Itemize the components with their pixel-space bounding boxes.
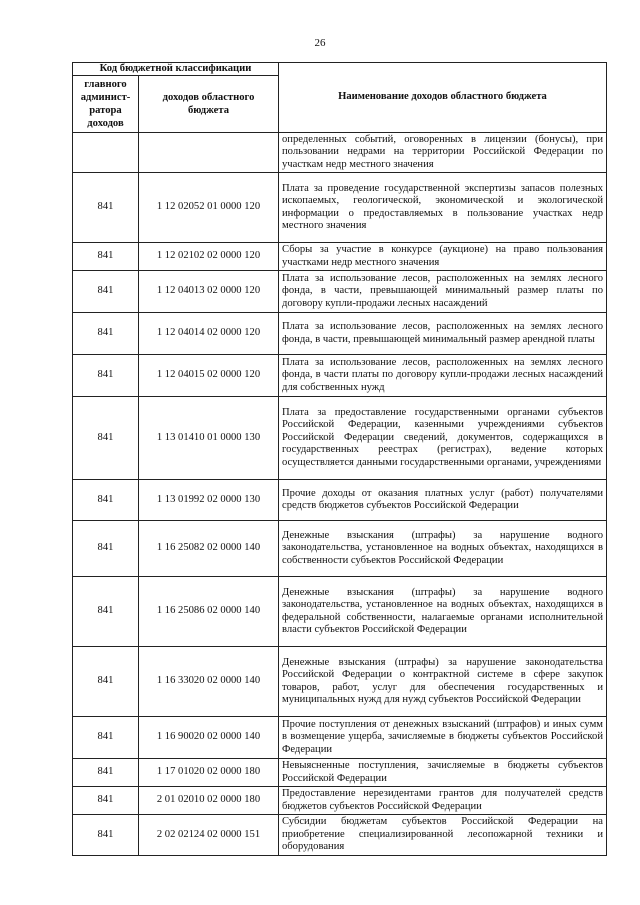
cell-admin-code: [73, 133, 139, 173]
cell-income-code: 1 12 04015 02 0000 120: [139, 355, 279, 397]
cell-admin-code: 841: [73, 577, 139, 647]
table-row: [73, 313, 607, 355]
cell-income-name: Субсидии бюджетам субъектов Российской Федерации на приобретение специализированной лесопожарной техники и оборудования: [279, 815, 607, 856]
cell-admin-code: 841: [73, 647, 139, 717]
table-row: [73, 647, 607, 717]
cell-admin-code: 841: [73, 521, 139, 577]
cell-income-code: 1 12 02052 01 0000 120: [139, 173, 279, 243]
header-admin: главного админист-ратора доходов: [73, 76, 139, 133]
cell-income-code: 1 17 01020 02 0000 180: [139, 759, 279, 787]
cell-admin-code: 841: [73, 243, 139, 271]
table-row: [73, 271, 607, 313]
cell-income-code: 1 12 04013 02 0000 120: [139, 271, 279, 313]
cell-admin-code: 841: [73, 717, 139, 759]
page-number: 26: [314, 37, 326, 49]
cell-income-code: 1 13 01410 01 0000 130: [139, 397, 279, 480]
table-row: [73, 133, 607, 173]
cell-income-name: Плата за использование лесов, расположенных на землях лесного фонда, в части, превышающей минимальный размер платы по договору купли-продажи лесных насаждений: [279, 271, 607, 313]
cell-admin-code: 841: [73, 271, 139, 313]
table-row: [73, 759, 607, 787]
header-income: доходов областного бюджета: [139, 76, 279, 133]
table-row: [73, 815, 607, 856]
cell-income-name: Плата за использование лесов, расположенных на землях лесного фонда, в части, превышающей минимальный размер арендной платы: [279, 313, 607, 355]
header-name: Наименование доходов областного бюджета: [279, 63, 607, 133]
cell-income-name: Прочие поступления от денежных взысканий (штрафов) и иных сумм в возмещение ущерба, зачисляемые в бюджеты субъектов Российской Федерации: [279, 717, 607, 759]
table-row: [73, 355, 607, 397]
cell-income-code: 1 13 01992 02 0000 130: [139, 480, 279, 521]
cell-income-code: 1 16 33020 02 0000 140: [139, 647, 279, 717]
cell-admin-code: 841: [73, 173, 139, 243]
cell-admin-code: 841: [73, 759, 139, 787]
cell-income-name: Сборы за участие в конкурсе (аукционе) на право пользования участками недр местного значения: [279, 243, 607, 271]
cell-income-code: 1 16 25086 02 0000 140: [139, 577, 279, 647]
table-body: [73, 133, 607, 856]
cell-income-name: Денежные взыскания (штрафы) за нарушение водного законодательства, установленное на водных объектах, находящихся в собственности субъектов Российской Федерации: [279, 521, 607, 577]
cell-income-code: 1 12 02102 02 0000 120: [139, 243, 279, 271]
cell-income-name: Прочие доходы от оказания платных услуг (работ) получателями средств бюджетов субъектов Российской Федерации: [279, 480, 607, 521]
cell-admin-code: 841: [73, 787, 139, 815]
table-row: [73, 243, 607, 271]
cell-income-name: Плата за проведение государственной экспертизы запасов полезных ископаемых, геологической, экономической и экологической информации о предоставляемых в пользование участках недр местного значения: [279, 173, 607, 243]
cell-income-code: 2 02 02124 02 0000 151: [139, 815, 279, 856]
cell-income-name: Невыясненные поступления, зачисляемые в бюджеты субъектов Российской Федерации: [279, 759, 607, 787]
cell-admin-code: 841: [73, 397, 139, 480]
cell-income-code: 2 01 02010 02 0000 180: [139, 787, 279, 815]
table-row: [73, 480, 607, 521]
budget-classification-table: [72, 62, 607, 856]
cell-income-name: Плата за использование лесов, расположенных на землях лесного фонда, в части платы по договору купли-продажи лесных насаждений для собственных нужд: [279, 355, 607, 397]
cell-income-code: 1 16 90020 02 0000 140: [139, 717, 279, 759]
cell-income-code: [139, 133, 279, 173]
table-row: [73, 717, 607, 759]
cell-income-name: Денежные взыскания (штрафы) за нарушение законодательства Российской Федерации о контрактной системе в сфере закупок товаров, работ, услуг для обеспечения государственных и муниципальных нужд для нужд субъектов Российской Федерации: [279, 647, 607, 717]
cell-income-name: определенных событий, оговоренных в лицензии (бонусы), при пользовании недрами на территории Российской Федерации по участкам недр местного значения: [279, 133, 607, 173]
table-row: [73, 521, 607, 577]
cell-income-name: Плата за предоставление государственными органами субъектов Российской Федерации, казенными учреждениями субъектов Российской Федерации сведений, документов, содержащихся в государственных реестрах (регистрах), ведение которых осуществляется данными государственными органами, учреждениями: [279, 397, 607, 480]
table-row: [73, 397, 607, 480]
table-row: [73, 173, 607, 243]
cell-admin-code: 841: [73, 815, 139, 856]
cell-admin-code: 841: [73, 480, 139, 521]
header-classification-code: Код бюджетной классификации: [73, 63, 279, 76]
cell-admin-code: 841: [73, 355, 139, 397]
table-row: [73, 787, 607, 815]
cell-income-name: Предоставление нерезидентами грантов для получателей средств бюджетов субъектов Российской Федерации: [279, 787, 607, 815]
cell-income-code: 1 12 04014 02 0000 120: [139, 313, 279, 355]
cell-income-code: 1 16 25082 02 0000 140: [139, 521, 279, 577]
cell-admin-code: 841: [73, 313, 139, 355]
cell-income-name: Денежные взыскания (штрафы) за нарушение водного законодательства, установленное на водных объектах, находящихся в федеральной собственности, налагаемые органами исполнительной власти субъектов Российской Федерации: [279, 577, 607, 647]
table-row: [73, 577, 607, 647]
